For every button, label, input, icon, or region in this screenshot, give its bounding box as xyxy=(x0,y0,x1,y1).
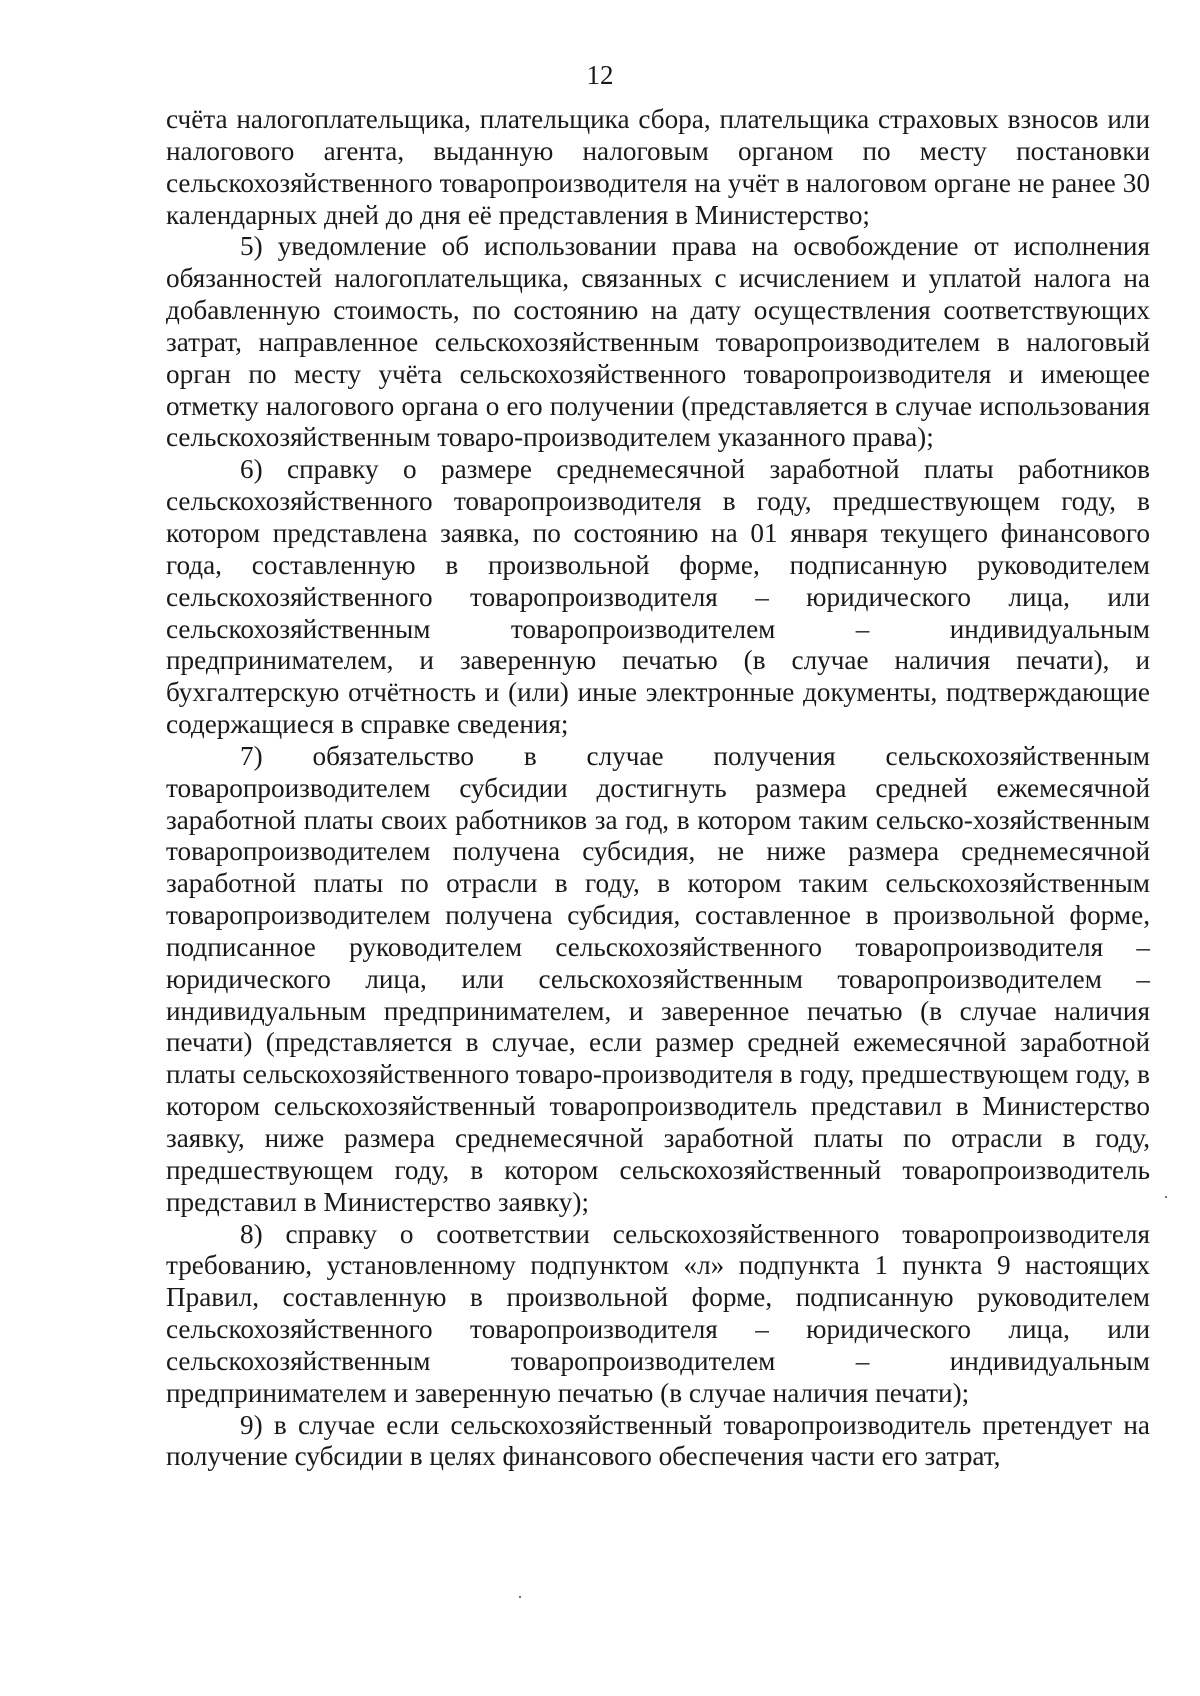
scan-speck xyxy=(519,1596,521,1598)
paragraph-item-6: 6) справку о размере среднемесячной заработной платы работников сельскохозяйственного товаропроизводителя в году, предшествующем году, в котором представлена заявка, по состоянию на 01 января текущего финансового года, составленную в произвольной форме, подписанную руководителем сельскохозяйственного товаропроизводителя – юридического лица, или сельскохозяйственным товаропроизводителем – индивидуальным предпринимателем, и заверенную печатью (в случае наличия печати), и бухгалтерскую отчётность и (или) иные электронные документы, подтверждающие содержащиеся в справке сведения; xyxy=(166,454,1150,740)
paragraph-item-7: 7) обязательство в случае получения сельскохозяйственным товаропроизводителем субсидии достигнуть размера средней ежемесячной заработной платы своих работников за год, в котором таким сельско-хозяйственным товаропроизводителем получена субсидия, не ниже размера среднемесячной заработной платы по отрасли в году, в котором таким сельскохозяйственным товаропроизводителем получена субсидия, составленное в произвольной форме, подписанное руководителем сельскохозяйственного товаропроизводителя – юридического лица, или сельскохозяйственным товаропроизводителем – индивидуальным предпринимателем, и заверенное печатью (в случае наличия печати) (представляется в случае, если размер средней ежемесячной заработной платы сельскохозяйственного товаро-производителя в году, предшествующем году, в котором сельскохозяйственный товаропроизводитель представил в Министерство заявку, ниже размера среднемесячной заработной платы по отрасли в году, предшествующем году, в котором сельскохозяйственный товаропроизводитель представил в Министерство заявку); xyxy=(166,740,1150,1217)
paragraph-item-5: 5) уведомление об использовании права на освобождение от исполнения обязанностей налогоплательщика, связанных с исчислением и уплатой налога на добавленную стоимость, по состоянию на дату осуществления соответствующих затрат, направленное сельскохозяйственным товаропроизводителем в налоговый орган по месту учёта сельскохозяйственного товаропроизводителя и имеющее отметку налогового органа о его получении (представляется в случае использования сельскохозяйственным товаро-производителем указанного права); xyxy=(166,231,1150,453)
scan-speck xyxy=(1165,1196,1167,1198)
paragraph-item-8: 8) справку о соответствии сельскохозяйственного товаропроизводителя требованию, установленному подпунктом «л» подпункта 1 пункта 9 настоящих Правил, составленную в произвольной форме, подписанную руководителем сельскохозяйственного товаропроизводителя – юридического лица, или сельскохозяйственным товаропроизводителем – индивидуальным предпринимателем и заверенную печатью (в случае наличия печати); xyxy=(166,1218,1150,1408)
paragraph-item-9: 9) в случае если сельскохозяйственный товаропроизводитель претендует на получение субсидии в целях финансового обеспечения части его затрат, xyxy=(166,1409,1150,1472)
page-number: 12 xyxy=(586,60,614,90)
document-body xyxy=(166,104,1150,1473)
paragraph-continuation: счёта налогоплательщика, плательщика сбора, плательщика страховых взносов или налогового агента, выданную налоговым органом по месту постановки сельскохозяйственного товаропроизводителя на учёт в налоговом органе не ранее 30 календарных дней до дня её представления в Министерство; xyxy=(166,104,1150,230)
